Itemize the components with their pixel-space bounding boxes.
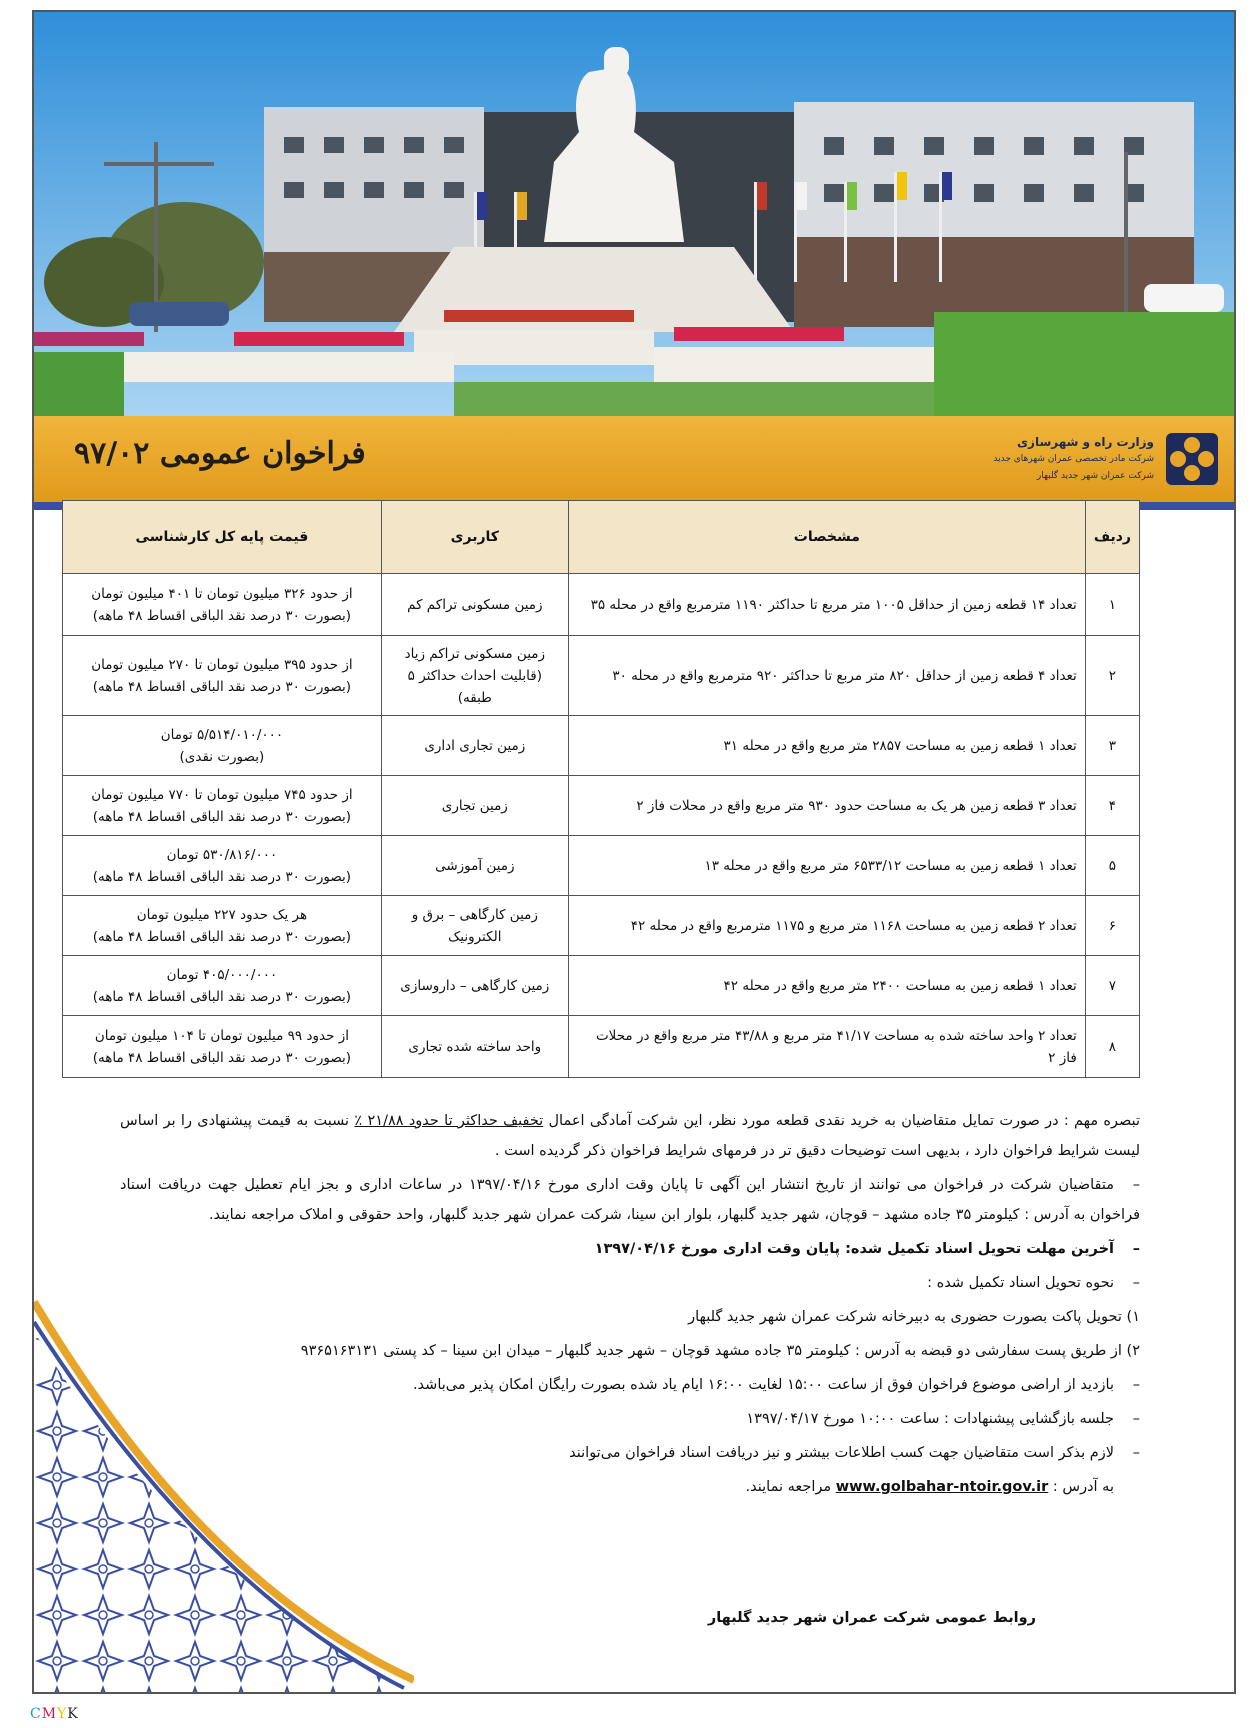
table-row [63, 1016, 1140, 1078]
row-spec: تعداد ۱۴ قطعه زمین از حداقل ۱۰۰۵ متر مربع تا حداکثر ۱۱۹۰ مترمربع واقع در محله ۳۵ [568, 574, 1085, 636]
building-photo [34, 12, 1234, 416]
row-number: ۸ [1085, 1016, 1139, 1078]
price-value: از حدود ۷۴۵ میلیون تومان تا ۷۷۰ میلیون تومان [91, 786, 353, 803]
note-item: – بازدید از اراضی موضوع فراخوان فوق از ساعت ۱۵:۰۰ لغایت ۱۶:۰۰ ایام یاد شده بصورت رایگان امکان پذیر می‌باشد. [120, 1370, 1140, 1400]
table-row [63, 636, 1140, 716]
row-price [63, 956, 382, 1016]
row-spec: تعداد ۲ قطعه زمین به مساحت ۱۱۶۸ متر مربع و ۱۱۷۵ مترمربع واقع در محله ۴۲ [568, 896, 1085, 956]
row-price [63, 1016, 382, 1078]
row-price [63, 776, 382, 836]
table-row [63, 836, 1140, 896]
price-terms: (بصورت ۳۰ درصد نقد الباقی اقساط ۴۸ ماهه) [92, 808, 352, 825]
row-usage: زمین مسکونی تراکم کم [381, 574, 568, 636]
price-value: از حدود ۳۲۶ میلیون تومان تا ۴۰۱ میلیون تومان [91, 585, 353, 602]
row-price [63, 896, 382, 956]
header-row-number: ردیف [1085, 501, 1139, 574]
price-terms: (بصورت ۳۰ درصد نقد الباقی اقساط ۴۸ ماهه) [92, 868, 352, 885]
row-price [63, 574, 382, 636]
price-value: ۴۰۵/۰۰۰/۰۰۰ تومان [166, 966, 278, 983]
table-row [63, 896, 1140, 956]
website-post: مراجعه نمایند. [745, 1479, 832, 1495]
numbered-item: ۲) از طریق پست سفارشی دو قبضه به آدرس : کیلومتر ۳۵ جاده مشهد قوچان – شهر جدید گلبهار – میدان ابن سینا – کد پستی ۹۳۶۵۱۶۳۱۳۱ [300, 1343, 1140, 1359]
note-item: – آخرین مهلت تحویل اسناد تکمیل شده: پایان وقت اداری مورخ ۱۳۹۷/۰۴/۱۶ [120, 1234, 1140, 1264]
row-spec: تعداد ۱ قطعه زمین به مساحت ۶۵۳۳/۱۲ متر مربع واقع در محله ۱۳ [568, 836, 1085, 896]
table-row [63, 956, 1140, 1016]
price-value: از حدود ۹۹ میلیون تومان تا ۱۰۴ میلیون تومان [94, 1027, 349, 1044]
note-item: – جلسه بازگشایی پیشنهادات : ساعت ۱۰:۰۰ مورخ ۱۳۹۷/۰۴/۱۷ [120, 1404, 1140, 1434]
conditions-notes [120, 1106, 1140, 1506]
logo-line-2: شرکت مادر تخصصی عمران شهرهای جدید [993, 453, 1154, 464]
footer-signature: روابط عمومی شرکت عمران شهر جدید گلبهار [707, 1610, 1036, 1626]
row-usage: زمین تجاری [381, 776, 568, 836]
table-row [63, 776, 1140, 836]
row-spec: تعداد ۴ قطعه زمین از حداقل ۸۲۰ متر مربع تا حداکثر ۹۲۰ مترمربع واقع در محله ۳۰ [568, 636, 1085, 716]
bids-table [62, 500, 1140, 1078]
row-price [63, 636, 382, 716]
table-row [63, 716, 1140, 776]
ministry-emblem-icon [1164, 431, 1220, 487]
table-row [63, 574, 1140, 636]
header-usage: کاربری [381, 501, 568, 574]
row-spec: تعداد ۳ قطعه زمین هر یک به مساحت حدود ۹۳۰ متر مربع واقع در محلات فاز ۲ [568, 776, 1085, 836]
row-spec: تعداد ۱ قطعه زمین به مساحت ۲۴۰۰ متر مربع واقع در محله ۴۲ [568, 956, 1085, 1016]
website-line [120, 1472, 1140, 1502]
row-price [63, 716, 382, 776]
website-pre: به آدرس : [1052, 1479, 1114, 1495]
row-usage: زمین تجاری اداری [381, 716, 568, 776]
row-usage: زمین کارگاهی – برق و الکترونیک [381, 896, 568, 956]
row-number: ۱ [1085, 574, 1139, 636]
row-number: ۲ [1085, 636, 1139, 716]
building-photo-illustration [34, 12, 1234, 416]
important-note [120, 1106, 1140, 1166]
numbered-item: ۱) تحویل پاکت بصورت حضوری به دبیرخانه شرکت عمران شهر جدید گلبهار [688, 1309, 1140, 1325]
row-usage: واحد ساخته شده تجاری [381, 1016, 568, 1078]
row-number: ۷ [1085, 956, 1139, 1016]
row-number: ۵ [1085, 836, 1139, 896]
title-banner [34, 416, 1234, 502]
logo-line-3: شرکت عمران شهر جدید گلبهار [1036, 470, 1154, 481]
row-spec: تعداد ۱ قطعه زمین به مساحت ۲۸۵۷ متر مربع واقع در محله ۳۱ [568, 716, 1085, 776]
price-value: ۵۳۰/۸۱۶/۰۰۰ تومان [166, 846, 278, 863]
price-terms: (بصورت ۳۰ درصد نقد الباقی اقساط ۴۸ ماهه) [92, 607, 352, 624]
note-item: – نحوه تحویل اسناد تکمیل شده : [120, 1268, 1140, 1298]
row-price [63, 836, 382, 896]
row-usage: زمین آموزشی [381, 836, 568, 896]
logo-line-1: وزارت راه و شهرسازی [1017, 434, 1154, 449]
price-terms: (بصورت ۳۰ درصد نقد الباقی اقساط ۴۸ ماهه) [92, 1049, 352, 1066]
note-item: – لازم بذکر است متقاضیان جهت کسب اطلاعات بیشتر و نیز دریافت اسناد فراخوان می‌توانند [120, 1438, 1140, 1468]
row-spec: تعداد ۲ واحد ساخته شده به مساحت ۴۱/۱۷ متر مربع و ۴۳/۸۸ متر مربع واقع در محلات فاز ۲ [568, 1016, 1085, 1078]
header-spec: مشخصات [568, 501, 1085, 574]
cmyk-mark [30, 1706, 79, 1722]
discount-text: تخفیف حداکثر تا حدود ۲۱/۸۸ ٪ [354, 1113, 544, 1129]
price-value: هر یک حدود ۲۲۷ میلیون تومان [136, 906, 308, 923]
price-terms: (بصورت نقدی) [179, 748, 265, 765]
row-number: ۶ [1085, 896, 1139, 956]
row-number: ۴ [1085, 776, 1139, 836]
price-value: ۵/۵۱۴/۰۱۰/۰۰۰ تومان [160, 726, 284, 743]
note-item: – متقاضیان شرکت در فراخوان می توانند از تاریخ انتشار این آگهی تا پایان وقت اداری مورخ ۱۳۹۷/۰۴/۱۶ در ساعات اداری و بجز ایام تعطیل جهت دریافت اسناد فراخوان به آدرس : کیلومتر ۳۵ جاده مشهد – قوچان، شهر جدید گلبهار، بلوار ابن سینا، شرکت عمران شهر جدید گلبهار، واحد حقوقی و املاک مراجعه نمایند. [120, 1170, 1140, 1230]
page-title: فراخوان عمومی ۹۷/۰۲ [74, 436, 366, 471]
price-terms: (بصورت ۳۰ درصد نقد الباقی اقساط ۴۸ ماهه) [92, 988, 352, 1005]
row-number: ۳ [1085, 716, 1139, 776]
note-text-a: تبصره مهم : در صورت تمایل متقاضیان به خرید نقدی قطعه مورد نظر، این شرکت آمادگی اعمال [548, 1113, 1140, 1129]
row-usage: زمین کارگاهی – داروسازی [381, 956, 568, 1016]
table-header-row [63, 501, 1140, 574]
note-text-b: نسبت به قیمت پیشنهادی را بر اساس لیست شرایط فراخوان دارد ، بدیهی است توضیحات دقیق تر در فرمهای شرایط فراخوان ذکر گردیده است . [120, 1113, 1140, 1159]
price-terms: (بصورت ۳۰ درصد نقد الباقی اقساط ۴۸ ماهه) [92, 678, 352, 695]
header-price: قیمت پایه کل کارشناسی [63, 501, 382, 574]
ministry-logo-text [993, 434, 1154, 485]
website-link[interactable]: www.golbahar-ntoir.gov.ir [835, 1479, 1049, 1495]
price-value: از حدود ۳۹۵ میلیون تومان تا ۲۷۰ میلیون تومان [91, 656, 353, 673]
row-usage: زمین مسکونی تراکم زیاد (قابلیت احداث حداکثر ۵ طبقه) [381, 636, 568, 716]
cmyk-text: CMYK [30, 1706, 79, 1722]
ministry-logo [960, 426, 1220, 492]
price-terms: (بصورت ۳۰ درصد نقد الباقی اقساط ۴۸ ماهه) [92, 928, 352, 945]
